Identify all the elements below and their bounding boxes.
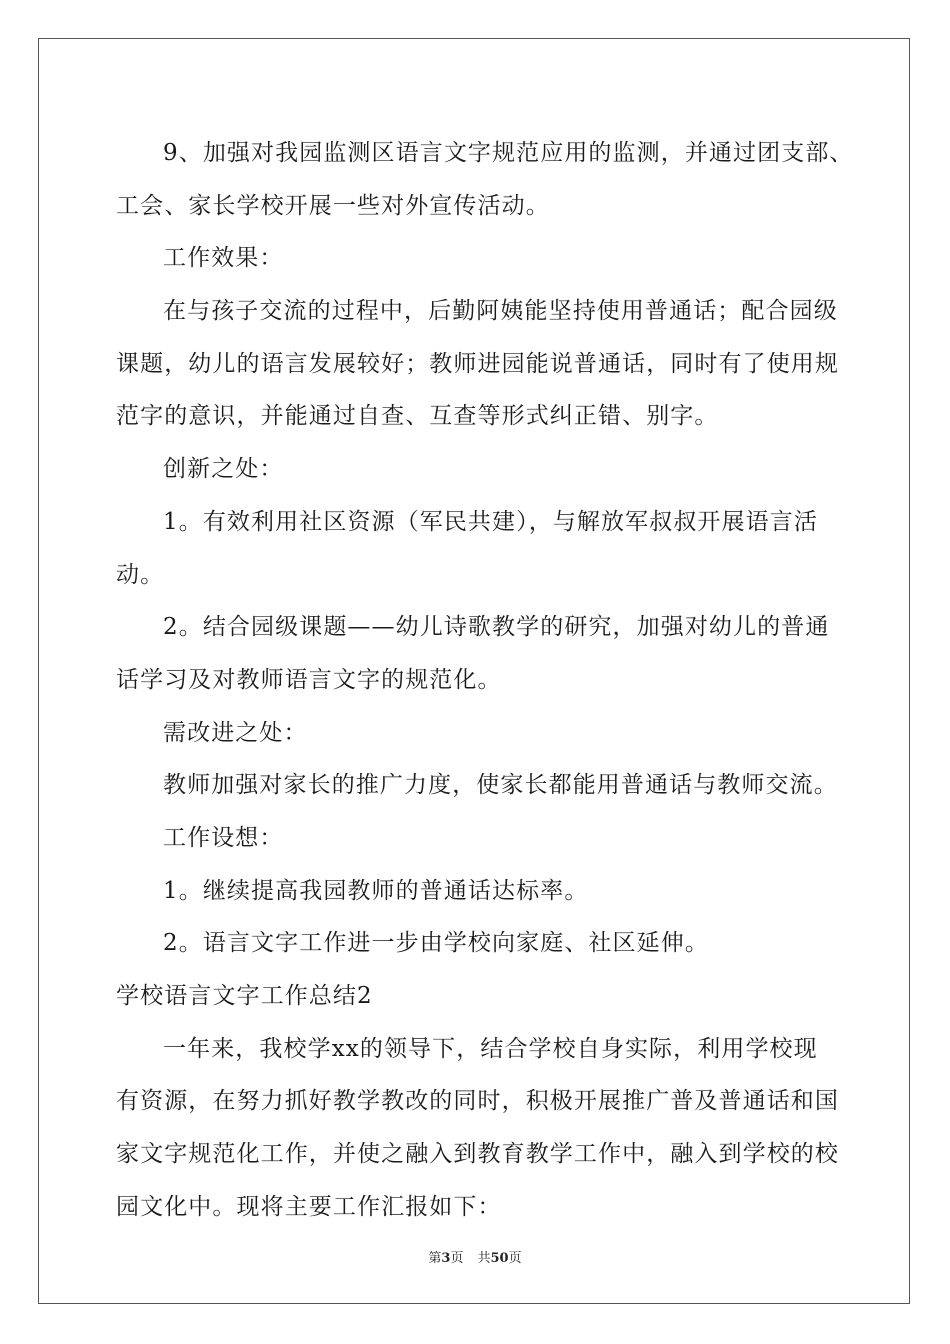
paragraph-line: 园文化中。现将主要工作汇报如下： (116, 1193, 502, 1220)
paragraph-line: 有资源，在努力抓好教学教改的同时，积极开展推广普及普通话和国 (116, 1088, 839, 1115)
paragraph-line: 2。语言文字工作进一步由学校向家庭、社区延伸。 (163, 930, 709, 957)
section-heading: 工作设想： (163, 824, 284, 851)
footer-page-number: 3 (441, 1251, 451, 1266)
section-heading: 工作效果： (163, 245, 284, 272)
footer-total-pages: 50 (490, 1251, 509, 1266)
paragraph-line: 动。 (116, 561, 165, 588)
paragraph-line: 在与孩子交流的过程中，后勤阿姨能坚持使用普通话；配合园级 (163, 298, 838, 325)
paragraph-line: 1。有效利用社区资源（军民共建），与解放军叔叔开展语言活 (163, 508, 818, 535)
document-body (116, 127, 854, 1233)
section-heading: 创新之处： (163, 456, 284, 483)
paragraph-line: 9、加强对我园监测区语言文字规范应用的监测，并通过团支部、 (163, 140, 854, 166)
section-heading: 需改进之处： (163, 719, 308, 746)
footer-page-prefix: 第 (428, 1251, 442, 1266)
paragraph-line: 范字的意识，并能通过自查、互查等形式纠正错、别字。 (116, 403, 719, 430)
paragraph-line: 一年来，我校学xx的领导下，结合学校自身实际，利用学校现 (163, 1035, 818, 1062)
paragraph-line: 2。结合园级课题——幼儿诗歌教学的研究，加强对幼儿的普通 (163, 614, 830, 641)
paragraph-line: 1。继续提高我园教师的普通话达标率。 (163, 877, 589, 904)
footer-total-prefix: 共 (477, 1251, 491, 1266)
paragraph-line: 话学习及对教师语言文字的规范化。 (116, 666, 502, 693)
paragraph-line: 工会、家长学校开展一些对外宣传活动。 (116, 192, 550, 219)
footer-total-suffix: 页 (508, 1251, 522, 1266)
paragraph-line: 家文字规范化工作，并使之融入到教育教学工作中，融入到学校的校 (116, 1141, 839, 1168)
paragraph-line: 教师加强对家长的推广力度，使家长都能用普通话与教师交流。 (163, 772, 838, 799)
paragraph-line: 课题，幼儿的语言发展较好；教师进园能说普通话，同时有了使用规 (116, 350, 839, 377)
document-title: 学校语言文字工作总结2 (116, 983, 373, 1009)
page-footer (0, 1247, 950, 1266)
footer-page-suffix: 页 (450, 1251, 464, 1266)
